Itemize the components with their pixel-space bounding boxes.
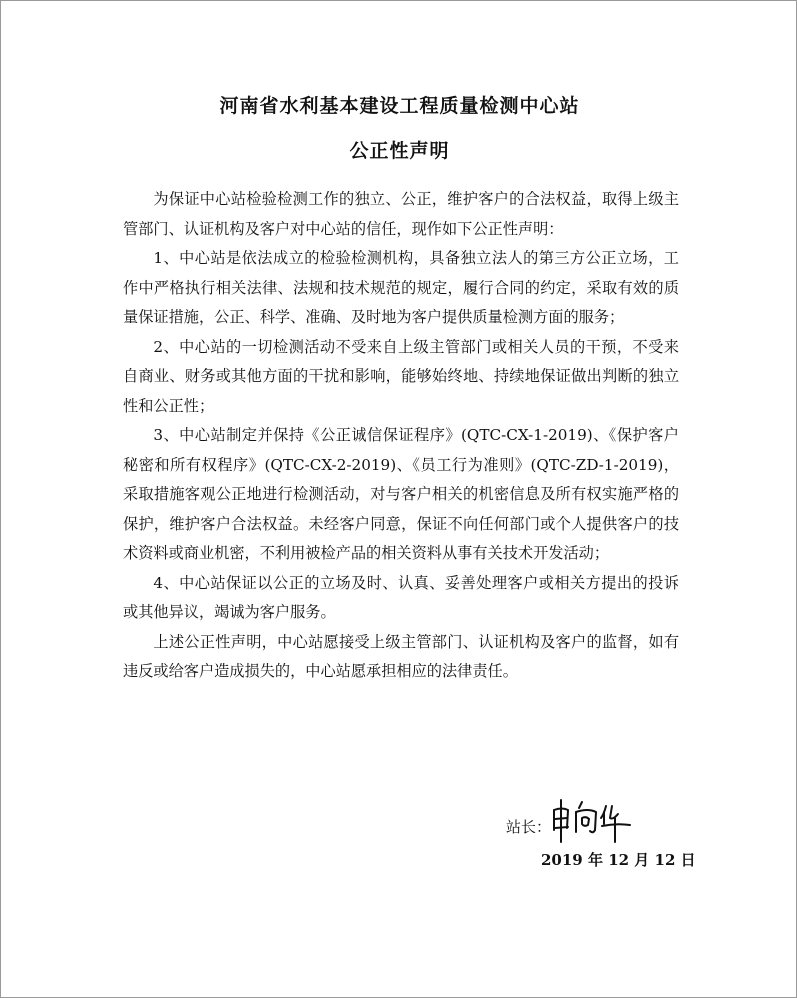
handwritten-signature [546,796,636,846]
paragraph-closing: 上述公正性声明，中心站愿接受上级主管部门、认证机构及客户的监督，如有违反或给客户造成损失的，中心站愿承担相应的法律责任。 [123,632,679,680]
paragraph-item-1: 1、中心站是依法成立的检验检测机构，具备独立法人的第三方公正立场，工作中严格执行相关法律、法规和技术规范的规定，履行合同的约定，采取有效的质量保证措施，公正、科学、准确、及时地为客户提供质量检测方面的服务； [123,249,679,326]
signature-block [506,796,706,846]
paragraph-intro: 为保证中心站检验检测工作的独立、公正，维护客户的合法权益，取得上级主管部门、认证机构及客户对中心站的信任，现作如下公正性声明： [123,190,679,238]
document-date: 2019 年 12 月 12 日 [541,851,696,869]
document-subtitle: 公正性声明 [349,140,450,162]
document-title: 河南省水利基本建设工程质量检测中心站 [219,95,580,117]
sign-label: 站长： [506,818,552,836]
statement-body [123,185,679,687]
paragraph-item-2: 2、中心站的一切检测活动不受来自上级主管部门或相关人员的干预，不受来自商业、财务或其他方面的干扰和影响，能够始终地、持续地保证做出判断的独立性和公正性； [123,337,679,415]
paragraph-item-4: 4、中心站保证以公正的立场及时、认真、妥善处理客户或相关方提出的投诉或其他异议，竭诚为客户服务。 [123,573,679,621]
paragraph-item-3: 3、中心站制定并保持《公正诚信保证程序》(QTC-CX-1-2019)、《保护客户秘密和所有权程序》(QTC-CX-2-2019)、《员工行为准则》(QTC-ZD-1-2019)，采取措施客观公正地进行检测活动，对与客户相关的机密信息及所有权实施严格的保护，维护客户合法权益。未经客户同意，保证不向任何部门或个人提供客户的技术资料或商业机密，不利用被检产品的相关资料从事有关技术开发活动； [123,426,679,562]
